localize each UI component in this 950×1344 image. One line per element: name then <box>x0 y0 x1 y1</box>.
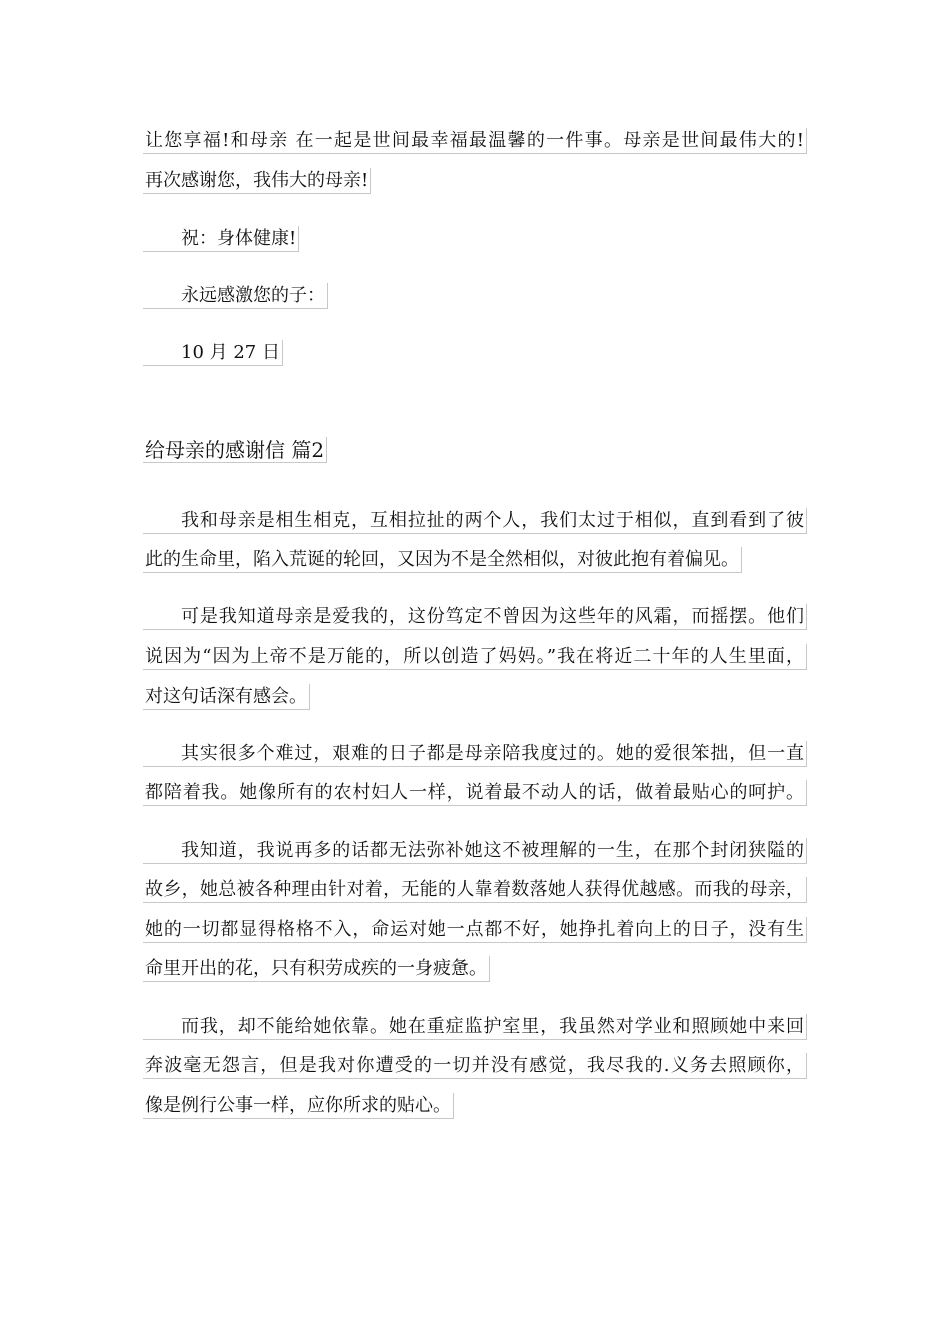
p1-line-2: 此的生命里，陷入荒诞的轮回，又因为不是全然相似，对彼此抱有着偏见。 <box>143 547 742 573</box>
p2-line-2: 说因为“因为上帝不是万能的，所以创造了妈妈。”我在将近二十年的人生里面， <box>143 644 807 670</box>
p4-line-2: 故乡，她总被各种理由针对着，无能的人靠着数落她人获得优越感。而我的母亲， <box>143 877 807 903</box>
p2-line-3: 对这句话深有感会。 <box>143 684 310 710</box>
p4-line-4: 命里开出的花，只有积劳成疾的一身疲惫。 <box>143 956 490 982</box>
p4-line-3: 她的一切都显得格格不入，命运对她一点都不好，她挣扎着向上的日子，没有生 <box>143 917 807 943</box>
p3-line-1: 其实很多个难过，艰难的日子都是母亲陪我度过的。她的爱很笨拙，但一直 <box>143 741 807 767</box>
letter1-closing: 永远感激您的子： <box>143 283 328 309</box>
letter1-wish: 祝：身体健康! <box>143 226 299 252</box>
letter1-date: 10 月 27 日 <box>143 340 283 366</box>
p2-line-1: 可是我知道母亲是爱我的，这份笃定不曾因为这些年的风霜，而摇摆。他们 <box>143 604 807 630</box>
p4-line-1: 我知道，我说再多的话都无法弥补她这不被理解的一生，在那个封闭狭隘的 <box>143 838 807 864</box>
p1-line-1: 我和母亲是相生相克，互相拉扯的两个人，我们太过于相似，直到看到了彼 <box>143 508 807 534</box>
p5-line-2: 奔波毫无怨言，但是我对你遭受的一切并没有感觉，我尽我的.义务去照顾你， <box>143 1053 807 1079</box>
p5-line-3: 像是例行公事一样，应你所求的贴心。 <box>143 1093 454 1119</box>
p5-line-1: 而我，却不能给她依靠。她在重症监护室里，我虽然对学业和照顾她中来回 <box>143 1014 807 1040</box>
letter1-line-2: 再次感谢您，我伟大的母亲! <box>143 168 371 194</box>
p3-line-2: 都陪着我。她像所有的农村妇人一样，说着最不动人的话，做着最贴心的呵护。 <box>143 780 807 806</box>
letter2-title: 给母亲的感谢信 篇2 <box>143 437 327 463</box>
letter1-line-1: 让您享福!和母亲 在一起是世间最幸福最温馨的一件事。母亲是世间最伟大的! <box>143 128 807 154</box>
